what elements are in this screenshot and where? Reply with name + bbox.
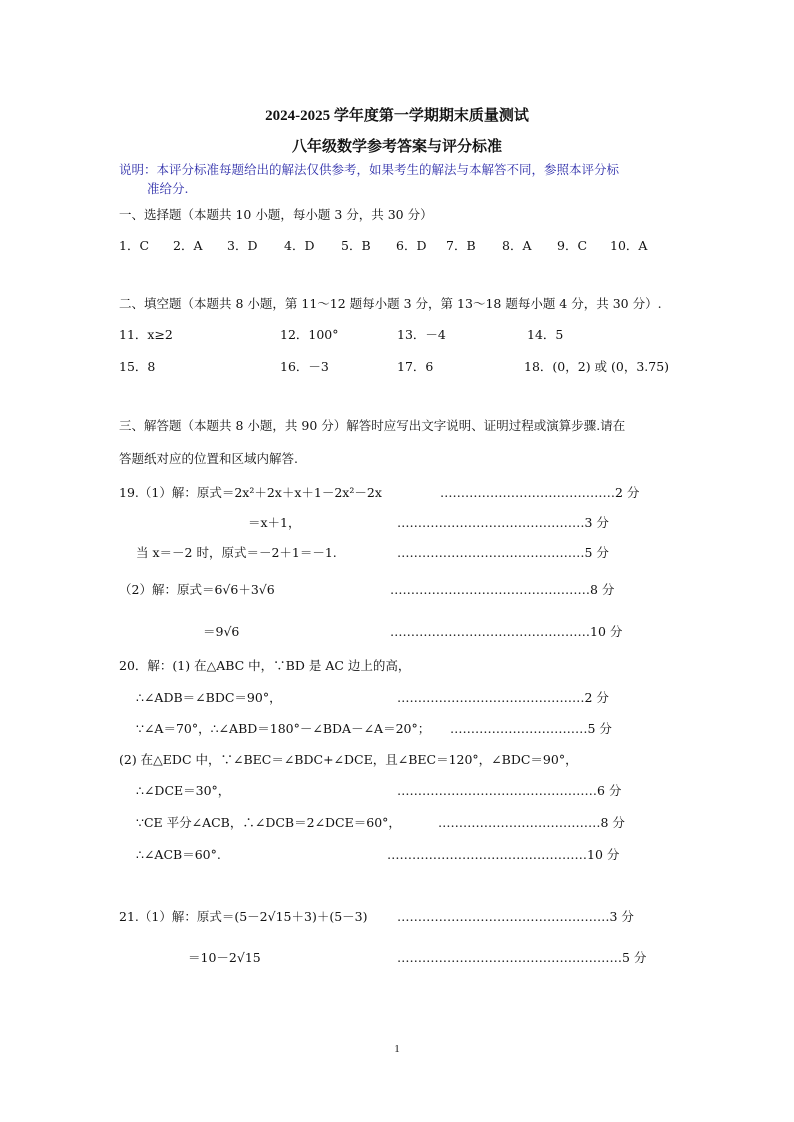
answer-8: 8．A — [502, 238, 532, 253]
q19-score-4: …………………………………………8 分 — [390, 582, 615, 597]
answer-4: 4．D — [284, 238, 315, 253]
page-number: 1 — [394, 1043, 400, 1055]
q19-line-5: ＝9√6 — [203, 624, 240, 639]
q19-score-3: ………………………………………5 分 — [397, 545, 609, 560]
page-subtitle: 八年级数学参考答案与评分标准 — [291, 137, 502, 155]
fill-answer-16: 16．－3 — [280, 359, 329, 374]
fill-answer-12: 12．100° — [280, 327, 339, 342]
q21-score-1: ……………………………………………3 分 — [397, 909, 634, 924]
choice-answers — [119, 236, 647, 254]
answer-2: 2．A — [173, 238, 203, 253]
answer-10: 10．A — [610, 238, 648, 253]
q21-line-2: ＝10－2√15 — [188, 950, 261, 965]
fill-answer-15: 15．8 — [119, 359, 156, 374]
fill-answer-11: 11．x≥2 — [119, 327, 173, 342]
q20-score-7: …………………………………………10 分 — [387, 847, 620, 862]
q21-score-2: ………………………………………………5 分 — [397, 950, 647, 965]
q20-score-2: ………………………………………2 分 — [397, 690, 609, 705]
q19-line-1: 19.（1）解：原式＝2x²＋2x＋x＋1－2x²－2x — [119, 485, 382, 500]
page-title: 2024-2025 学年度第一学期期末质量测试 — [265, 108, 529, 124]
q19-line-3: 当 x＝－2 时，原式＝－2＋1＝－1. — [136, 545, 337, 560]
q20-line-2: ∴∠ADB＝∠BDC＝90°， — [136, 690, 282, 705]
answer-3: 3．D — [227, 238, 258, 253]
q20-score-5: …………………………………………6 分 — [397, 783, 622, 798]
q19-score-5: …………………………………………10 分 — [390, 624, 623, 639]
section3-heading-line-1: 三、解答题（本题共 8 小题，共 90 分）解答时应写出文字说明、证明过程或演算步骤.请在 — [119, 418, 626, 433]
note-line-2: 准给分. — [147, 181, 189, 196]
fill-answer-18: 18．(0，2) 或 (0，3.75) — [524, 359, 670, 374]
q20-line-4: (2) 在△EDC 中，∵∠BEC＝∠BDC+∠DCE，且∠BEC＝120°，∠BDC＝90°， — [119, 752, 578, 767]
q19-score-1: ……………………………………2 分 — [440, 485, 640, 500]
answer-1: 1．C — [119, 238, 150, 253]
q20-line-6: ∵CE 平分∠ACB，∴∠DCB＝2∠DCE＝60°， — [136, 815, 401, 830]
answer-7: 7．B — [446, 238, 476, 253]
q20-score-6: …………………………………8 分 — [438, 815, 625, 830]
answer-9: 9．C — [557, 238, 588, 253]
q20-score-3: ……………………………5 分 — [450, 721, 612, 736]
q19-line-4: （2）解：原式＝6√6＋3√6 — [119, 582, 275, 597]
fill-answer-17: 17．6 — [397, 359, 434, 374]
answer-6: 6．D — [396, 238, 427, 253]
q21-line-1: 21.（1）解：原式＝(5－2√15＋3)＋(5－3) — [119, 909, 368, 924]
section3-heading-line-2: 答题纸对应的位置和区域内解答. — [119, 451, 298, 466]
q19-line-2: ＝x＋1， — [248, 515, 301, 530]
q20-line-7: ∴∠ACB＝60°. — [136, 847, 221, 862]
q20-line-5: ∴∠DCE＝30°， — [136, 783, 231, 798]
fill-answer-14: 14．5 — [527, 327, 564, 342]
q19-score-2: ………………………………………3 分 — [397, 515, 609, 530]
section2-heading: 二、填空题（本题共 8 小题，第 11～12 题每小题 3 分，第 13～18 题每小题 4 分，共 30 分）. — [119, 296, 662, 311]
q20-line-1: 20．解：(1) 在△ABC 中，∵BD 是 AC 边上的高， — [119, 658, 411, 673]
fill-answer-13: 13．－4 — [397, 327, 446, 342]
note-line-1: 说明：本评分标准每题给出的解法仅供参考，如果考生的解法与本解答不同，参照本评分标 — [119, 162, 620, 177]
q20-line-3: ∵∠A＝70°，∴∠ABD＝180°－∠BDA－∠A＝20°； — [136, 721, 431, 736]
answer-5: 5．B — [341, 238, 371, 253]
section1-heading: 一、选择题（本题共 10 小题，每小题 3 分，共 30 分） — [119, 207, 433, 222]
